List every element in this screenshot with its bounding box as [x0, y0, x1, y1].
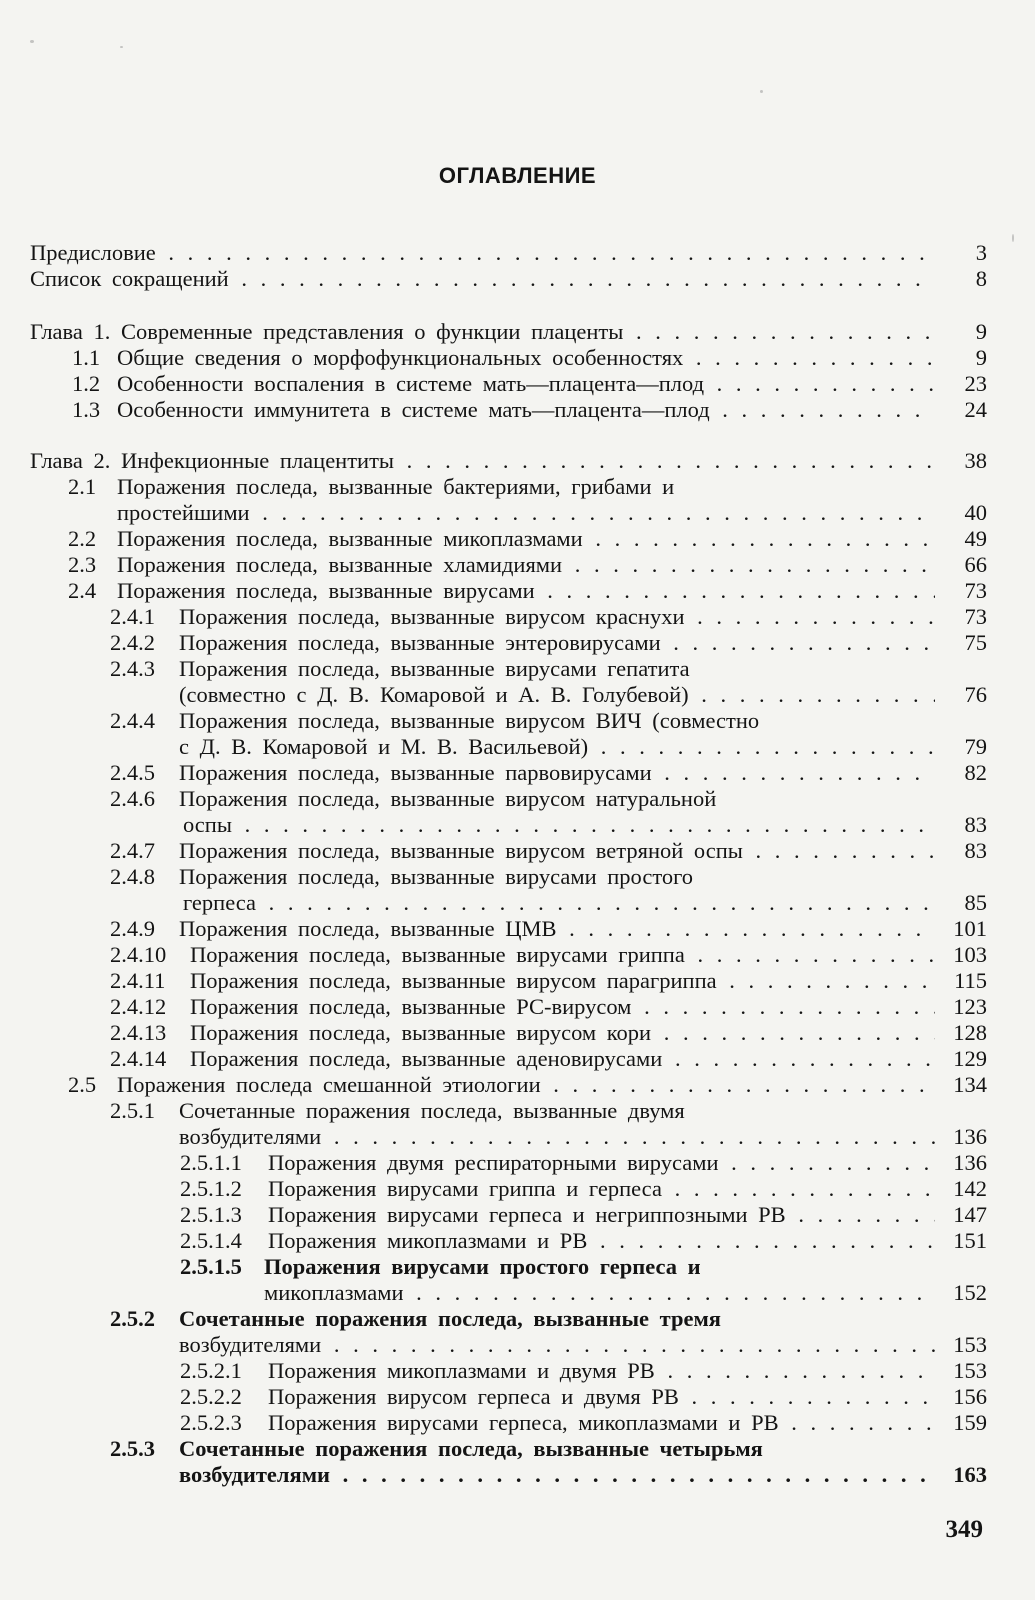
toc-entry: [0, 1332, 1035, 1358]
scan-speck: [120, 46, 123, 48]
toc-entry-page: 101: [953, 916, 987, 941]
toc-entry: [0, 656, 1035, 682]
toc-entry-page: 83: [964, 812, 987, 837]
toc-entry-number: 2.5.1.3: [180, 1202, 242, 1227]
toc-entry: [0, 500, 1035, 526]
toc-entry-page: 73: [964, 604, 987, 629]
toc-entry-title: Особенности иммунитета в системе мать—плацента—плод . . .: [117, 397, 935, 423]
toc-entry-number: 2.5.2.2: [180, 1384, 242, 1409]
toc-entry-number: 2.4.8: [110, 864, 155, 889]
toc-entry-title: герпеса . . .: [183, 890, 935, 916]
toc-entry-page: 128: [953, 1020, 987, 1045]
toc-entry-page: 75: [964, 630, 987, 655]
toc-entry: [0, 916, 1035, 942]
toc-entry-title: возбудителями . . .: [179, 1124, 935, 1150]
toc-entry-number: 2.4.10: [110, 942, 167, 967]
toc-entry: [0, 864, 1035, 890]
toc-entry-number: 2.5.2: [110, 1306, 155, 1331]
toc-entry-number: 2.4.5: [110, 760, 155, 785]
toc-entry: [0, 345, 1035, 371]
toc-entry-number: 2.4.14: [110, 1046, 167, 1071]
toc-entry-number: 2.4.3: [110, 656, 155, 681]
toc-entry-page: 79: [964, 734, 987, 759]
toc-entry-title: Поражения вирусами простого герпеса и: [264, 1254, 701, 1279]
toc-entry-title: Поражения последа, вызванные РС-вирусом . . .: [190, 994, 935, 1020]
scan-speck: [760, 90, 763, 93]
toc-entry-title: Сочетанные поражения последа, вызванные двумя: [179, 1098, 685, 1123]
toc-entry-page: 115: [954, 968, 987, 993]
toc-entry-number: 2.5.1.5: [180, 1254, 242, 1279]
toc-entry: [0, 1358, 1035, 1384]
toc-entry-page: 134: [953, 1072, 987, 1097]
toc-entry: [0, 578, 1035, 604]
toc-entry-title: Поражения последа, вызванные вирусом ВИЧ (совместно: [179, 708, 760, 733]
toc-entry: [0, 1306, 1035, 1332]
toc-entry-title: возбудителями . . .: [179, 1332, 935, 1358]
toc-entry-page: 9: [975, 345, 987, 370]
toc-entry-number: 2.4.1: [110, 604, 155, 629]
toc-entry-title: Глава 1. Современные представления о функции плаценты . . .: [30, 319, 935, 345]
toc-entry: [0, 1072, 1035, 1098]
toc-entry-title: Сочетанные поражения последа, вызванные тремя: [179, 1306, 721, 1331]
toc-entry-page: 73: [964, 578, 987, 603]
toc-entry-title: Сочетанные поражения последа, вызванные четырьмя: [179, 1436, 763, 1461]
toc-entry-title: Поражения последа, вызванные вирусом парагриппа . . .: [190, 968, 935, 994]
toc-entry-title: Поражения последа смешанной этиологии . . .: [117, 1072, 935, 1098]
toc-entry-number: 2.5.1.4: [180, 1228, 242, 1253]
toc-entry: [0, 1462, 1035, 1488]
toc-entry-title: Список сокращений . . .: [30, 266, 935, 292]
toc-entry: [0, 1254, 1035, 1280]
toc-entry: [0, 474, 1035, 500]
toc-entry-title: Поражения вирусами герпеса, микоплазмами и РВ . . .: [268, 1410, 935, 1436]
toc-entry-page: 82: [964, 760, 987, 785]
toc-entry-page: 8: [975, 266, 987, 291]
toc-entry-number: 2.5.2.3: [180, 1410, 242, 1435]
toc-entry: [0, 240, 1035, 266]
toc-entry-title: Поражения двумя респираторными вирусами . . .: [268, 1150, 935, 1176]
toc-entry-title: оспы . . .: [183, 812, 935, 838]
toc-entry-title: Поражения последа, вызванные микоплазмами . . .: [117, 526, 935, 552]
toc-entry-number: 2.5.1: [110, 1098, 155, 1123]
toc-entry-title: Поражения последа, вызванные вирусом краснухи . . .: [179, 604, 935, 630]
toc-entry-title: возбудителями . . .: [179, 1462, 935, 1488]
toc-entry-page: 123: [953, 994, 987, 1019]
toc-entry-number: 2.5.3: [110, 1436, 155, 1461]
toc-entry: [0, 838, 1035, 864]
toc-entry-number: 2.4.12: [110, 994, 167, 1019]
toc-entry-number: 2.4.13: [110, 1020, 167, 1045]
toc-entry-title: Поражения последа, вызванные бактериями, грибами и: [117, 474, 675, 499]
toc-entry-number: 2.5.2.1: [180, 1358, 242, 1383]
toc-entry-number: 2.5: [68, 1072, 97, 1097]
toc-entry-number: 2.4.2: [110, 630, 155, 655]
toc-entry: [0, 526, 1035, 552]
toc-entry-title: с Д. В. Комаровой и М. В. Васильевой) . . .: [179, 734, 935, 760]
page-title: ОГЛАВЛЕНИЕ: [438, 163, 597, 188]
toc-entry-number: 2.5.1.2: [180, 1176, 242, 1201]
toc-entry-title: Поражения вирусом герпеса и двумя РВ . . .: [268, 1384, 935, 1410]
toc-entry: [0, 1228, 1035, 1254]
toc-entry-title: Поражения последа, вызванные вирусами простого: [179, 864, 694, 889]
toc-entry-title: Поражения последа, вызванные хламидиями . . .: [117, 552, 935, 578]
toc-entry: [0, 1098, 1035, 1124]
toc-entry: [0, 630, 1035, 656]
toc-entry-page: 3: [975, 240, 987, 265]
toc-entry-number: 2.4.9: [110, 916, 155, 941]
toc-entry-title: Глава 2. Инфекционные плацентиты . . .: [30, 448, 935, 474]
toc-entry-page: 103: [953, 942, 987, 967]
toc-entry: [0, 942, 1035, 968]
toc-entry-title: Поражения вирусами гриппа и герпеса . . .: [268, 1176, 935, 1202]
toc-entry-page: 9: [975, 319, 987, 344]
toc-entry: [0, 448, 1035, 474]
toc-entry-page: 159: [953, 1410, 987, 1435]
toc-entry: [0, 1124, 1035, 1150]
toc-entry-number: 2.5.1.1: [180, 1150, 242, 1175]
toc-entry-title: Поражения последа, вызванные ЦМВ . . .: [179, 916, 935, 942]
toc-entry-title: Поражения последа, вызванные парвовирусами . . .: [179, 760, 935, 786]
toc-entry-title: Поражения вирусами герпеса и негриппозными РВ . . .: [268, 1202, 935, 1228]
toc-entry-page: 142: [953, 1176, 987, 1201]
scan-speck: [1012, 234, 1014, 242]
toc-entry-page: 151: [953, 1228, 987, 1253]
toc-entry-title: Поражения последа, вызванные вирусом кори . . .: [190, 1020, 935, 1046]
toc-entry: [0, 994, 1035, 1020]
scan-speck: [30, 40, 34, 43]
toc-entry-number: 2.4.4: [110, 708, 155, 733]
toc-entry-title: Поражения микоплазмами и РВ . . .: [268, 1228, 935, 1254]
toc-entry-title: Поражения последа, вызванные вирусом натуральной: [179, 786, 717, 811]
toc-entry-number: 2.4.6: [110, 786, 155, 811]
toc-entry-number: 2.1: [68, 474, 97, 499]
toc-entry: [0, 1384, 1035, 1410]
toc-entry: [0, 1150, 1035, 1176]
toc-entry-number: 1.3: [72, 397, 101, 422]
toc-entry-title: Общие сведения о морфофункциональных особенностях . . .: [117, 345, 935, 371]
toc-entry: [0, 1020, 1035, 1046]
toc-entry-page: 24: [964, 397, 987, 422]
toc-entry-number: 2.4: [68, 578, 97, 603]
toc-entry-page: 76: [964, 682, 987, 707]
toc-entry: [0, 1046, 1035, 1072]
toc-entry-title: Особенности воспаления в системе мать—плацента—плод . . .: [117, 371, 935, 397]
toc-entry-title: простейшими . . .: [117, 500, 935, 526]
toc-entry-page: 147: [953, 1202, 987, 1227]
toc-entry-page: 40: [964, 500, 987, 525]
toc-entry-page: 23: [964, 371, 987, 396]
toc-entry: [0, 266, 1035, 292]
toc-entry-page: 153: [953, 1332, 987, 1357]
toc-entry-title: Поражения последа, вызванные аденовирусами . . .: [190, 1046, 935, 1072]
toc-entry-page: 156: [953, 1384, 987, 1409]
toc-entry-title: Поражения микоплазмами и двумя РВ . . .: [268, 1358, 935, 1384]
toc-entry-page: 136: [953, 1150, 987, 1175]
toc-entry: [0, 968, 1035, 994]
toc-entry-number: 1.2: [72, 371, 101, 396]
page-number: 349: [945, 1516, 983, 1543]
toc-entry-title: Поражения последа, вызванные вирусами гепатита: [179, 656, 690, 681]
toc-entry-page: 66: [964, 552, 987, 577]
toc-entry: [0, 734, 1035, 760]
toc-entry-page: 136: [953, 1124, 987, 1149]
toc-entry: [0, 604, 1035, 630]
toc-entry: [0, 786, 1035, 812]
toc-entry: [0, 552, 1035, 578]
toc-entry-title: Поражения последа, вызванные вирусом ветряной оспы . . .: [179, 838, 935, 864]
toc-entry: [0, 319, 1035, 345]
toc-entry-title: микоплазмами . . .: [264, 1280, 935, 1306]
toc-entry: [0, 371, 1035, 397]
toc-entry-page: 163: [953, 1462, 987, 1487]
toc-entry-title: Поражения последа, вызванные вирусами . . .: [117, 578, 935, 604]
toc-entry-page: 38: [964, 448, 987, 473]
toc-entry: [0, 397, 1035, 423]
toc-entry-title: Предисловие . . .: [30, 240, 935, 266]
toc-entry-page: 153: [953, 1358, 987, 1383]
toc-entry-number: 2.2: [68, 526, 97, 551]
toc-entry-page: 129: [953, 1046, 987, 1071]
toc-entry-page: 85: [964, 890, 987, 915]
toc-entry-number: 2.4.7: [110, 838, 155, 863]
toc-entry: [0, 890, 1035, 916]
toc-entry: [0, 682, 1035, 708]
toc-entry-number: 1.1: [72, 345, 101, 370]
toc-entry-title: Поражения последа, вызванные энтеровирусами . . .: [179, 630, 935, 656]
toc-entry-title: (совместно с Д. В. Комаровой и А. В. Голубевой) . . .: [179, 682, 935, 708]
toc-entry: [0, 708, 1035, 734]
toc-entry-page: 152: [953, 1280, 987, 1305]
toc-entry-title: Поражения последа, вызванные вирусами гриппа . . .: [190, 942, 935, 968]
toc-entry-number: 2.4.11: [110, 968, 166, 993]
toc-entry: [0, 1436, 1035, 1462]
toc-entry: [0, 1410, 1035, 1436]
toc-entry: [0, 1202, 1035, 1228]
toc-entry: [0, 1176, 1035, 1202]
toc-entry-number: 2.3: [68, 552, 97, 577]
toc-entry-page: 49: [964, 526, 987, 551]
toc-entry: [0, 760, 1035, 786]
toc-entry: [0, 812, 1035, 838]
toc-entry: [0, 1280, 1035, 1306]
toc-entry-page: 83: [964, 838, 987, 863]
